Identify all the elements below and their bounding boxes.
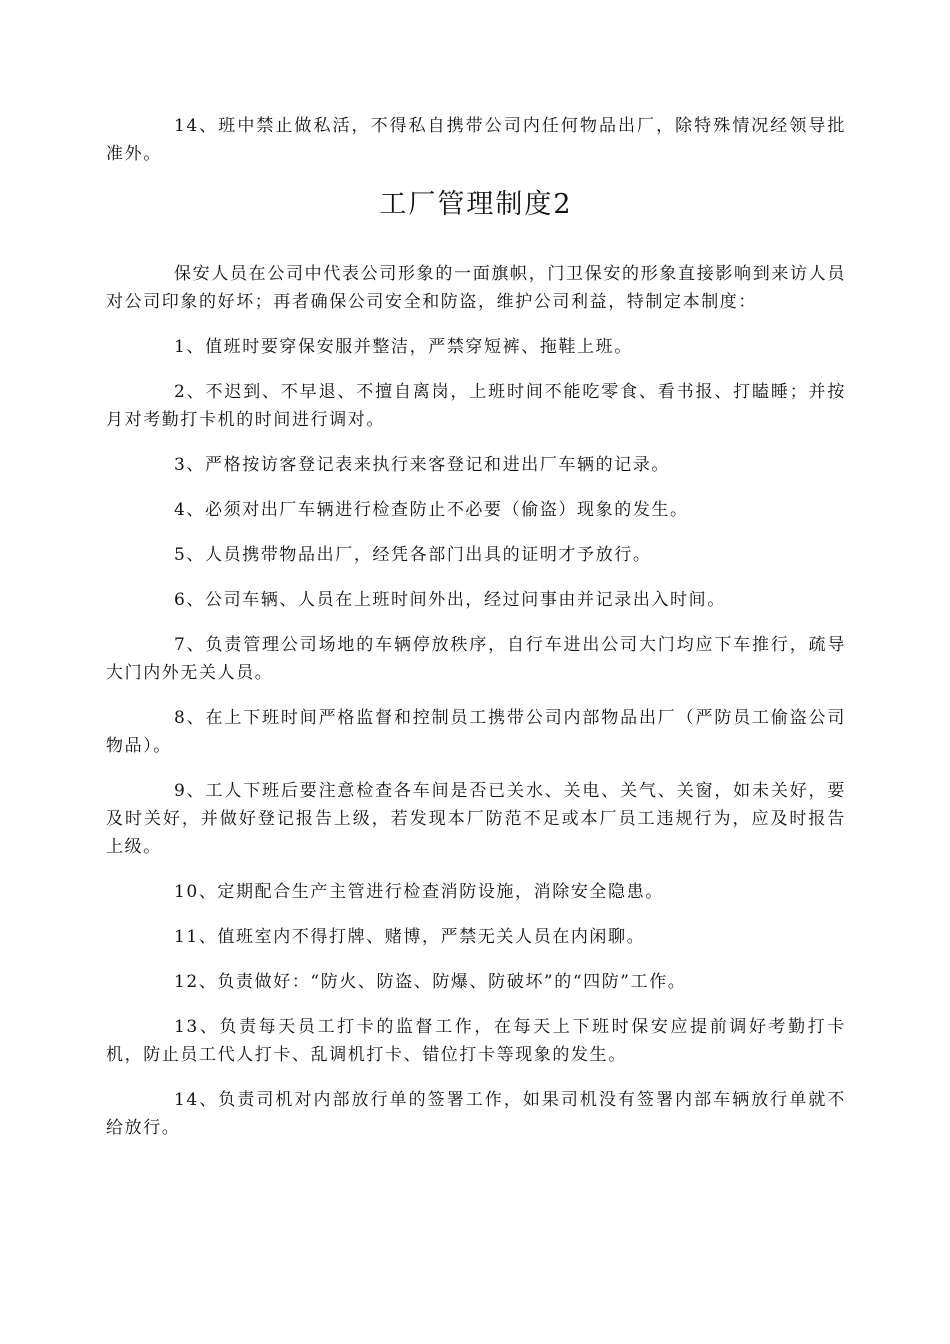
rule-item-12: 12、负责做好：“防火、防盗、防爆、防破坏”的“四防”工作。 bbox=[174, 972, 687, 992]
section-preface: 保安人员在公司中代表公司形象的一面旗帜，门卫保安的形象直接影响到来访人员对公司印象的好坏；再者确保公司安全和防盗，维护公司利益，特制定本制度： bbox=[106, 264, 846, 312]
rule-item-4: 4、必须对出厂车辆进行检查防止不必要（偷盗）现象的发生。 bbox=[174, 500, 689, 520]
rule-item-7: 7、负责管理公司场地的车辆停放秩序，自行车进出公司大门均应下车推行，疏导大门内外无关人员。 bbox=[106, 635, 846, 683]
rule-item-8: 8、在上下班时间严格监督和控制员工携带公司内部物品出厂（严防员工偷盗公司物品）。 bbox=[106, 708, 846, 756]
rule-item-3: 3、严格按访客登记表来执行来客登记和进出厂车辆的记录。 bbox=[174, 455, 671, 475]
rule-item-2: 2、不迟到、不早退、不擅自离岗，上班时间不能吃零食、看书报、打瞌睡；并按月对考勤打卡机的时间进行调对。 bbox=[106, 382, 846, 430]
rule-item-5: 5、人员携带物品出厂，经凭各部门出具的证明才予放行。 bbox=[174, 545, 652, 565]
previous-rule-item: 14、班中禁止做私活，不得私自携带公司内任何物品出厂，除特殊情况经领导批准外。 bbox=[106, 116, 846, 164]
rule-item-1: 1、值班时要穿保安服并整洁，严禁穿短裤、拖鞋上班。 bbox=[174, 337, 633, 357]
rule-item-14: 14、负责司机对内部放行单的签署工作，如果司机没有签署内部车辆放行单就不给放行。 bbox=[106, 1090, 846, 1138]
section-title: 工厂管理制度2 bbox=[379, 189, 573, 220]
rule-item-9: 9、工人下班后要注意检查各车间是否已关水、关电、关气、关窗，如未关好，要及时关好，并做好登记报告上级，若发现本厂防范不足或本厂员工违规行为，应及时报告上级。 bbox=[106, 781, 846, 857]
rule-item-6: 6、公司车辆、人员在上班时间外出，经过问事由并记录出入时间。 bbox=[174, 590, 726, 610]
rule-item-10: 10、定期配合生产主管进行检查消防设施，消除安全隐患。 bbox=[174, 882, 664, 902]
document-body bbox=[106, 112, 846, 1142]
rule-item-13: 13、负责每天员工打卡的监督工作，在每天上下班时保安应提前调好考勤打卡机，防止员工代人打卡、乱调机打卡、错位打卡等现象的发生。 bbox=[106, 1017, 846, 1065]
rule-item-11: 11、值班室内不得打牌、赌博，严禁无关人员在内闲聊。 bbox=[174, 927, 646, 947]
